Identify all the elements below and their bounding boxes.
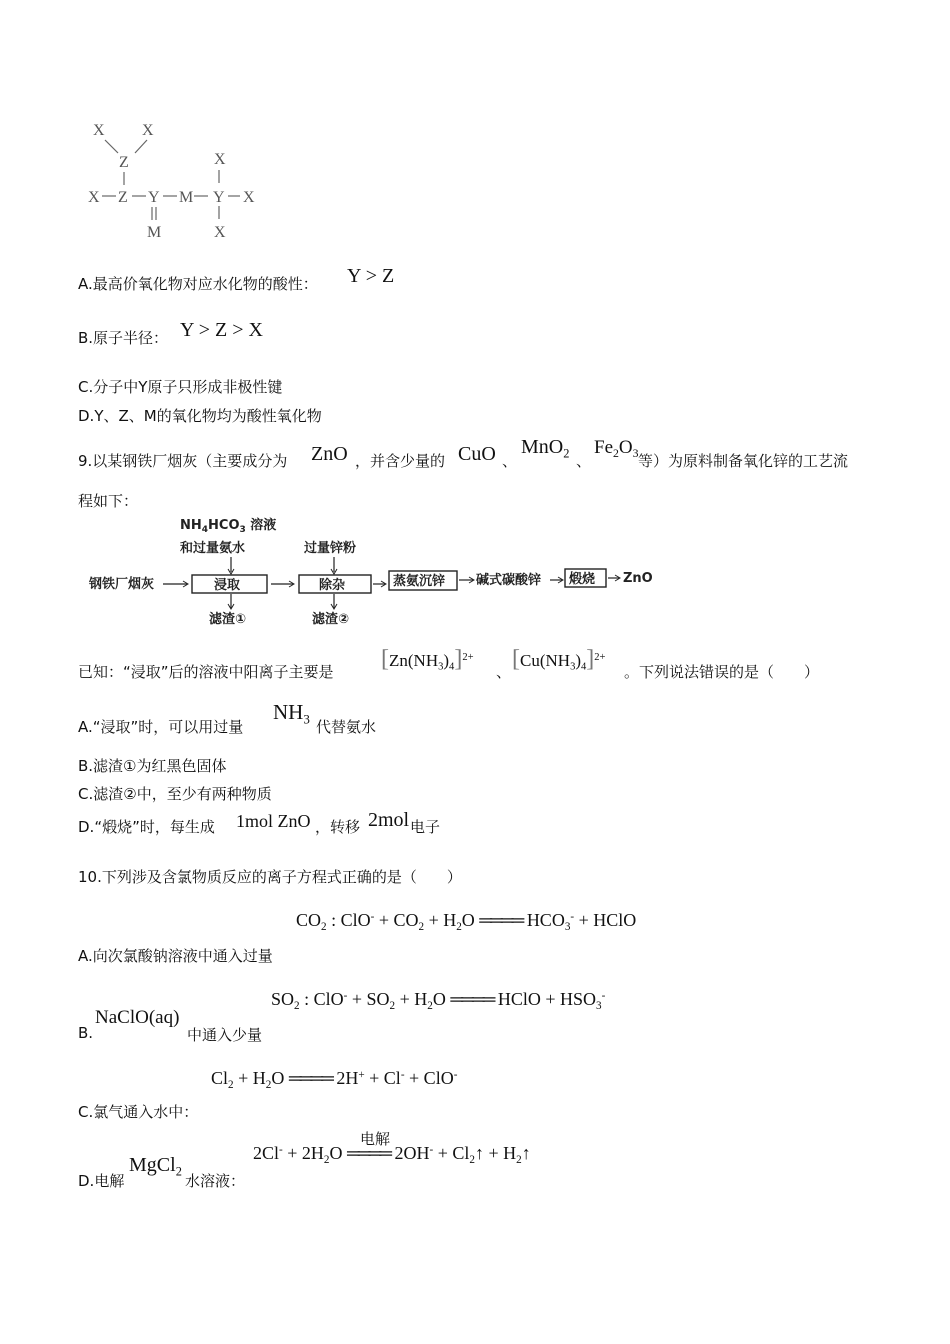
formula-mgcl2: MgCl$_2$: [129, 1154, 182, 1179]
q9-option-a-tail: 代替氨水: [316, 718, 377, 736]
q9-stem-part2: ，并含少量的: [355, 452, 446, 470]
atom-x: X: [142, 122, 154, 139]
q8-option-b-math: Y > Z > X: [180, 319, 263, 341]
q10-stem: 10.下列涉及含氯物质反应的离子方程式正确的是（ ）: [78, 868, 462, 886]
atom-y: Y: [213, 189, 225, 206]
atom-x: X: [93, 122, 105, 139]
product-zno: ZnO: [623, 571, 653, 586]
residue-1: 滤渣①: [209, 612, 247, 627]
atom-m: M: [147, 224, 162, 241]
q10-equation-b: $SO_2$ : $ClO^- + SO_2 + H_2O$ ════ HClO + $HSO_3^-$: [271, 989, 606, 1012]
box-ammonia-precipitate: 蒸氨沉锌: [393, 574, 446, 589]
formula-zno: ZnO: [311, 443, 348, 465]
q8-option-c: C.分子中Y原子只形成非极性键: [78, 378, 283, 396]
separator: 、: [576, 452, 592, 470]
q9-known-part2: 。下列说法错误的是（ ）: [624, 663, 820, 681]
process-flow-diagram: [85, 512, 665, 632]
residue-2: 滤渣②: [312, 612, 350, 627]
q10-option-b-tail: 中通入少量: [187, 1026, 263, 1044]
q10-option-d-label: D.电解: [78, 1172, 125, 1190]
box-purify: 除杂: [319, 578, 346, 593]
q10-equation-a: $CO_2$ : $ClO^- + CO_2 + H_2O$ ════ $HCO_3^-$ + HClO: [296, 910, 637, 933]
ion-zinc-ammine: $[Zn(NH_3)_4]^{2+}$: [381, 646, 474, 673]
ion-copper-ammine: $[Cu(NH_3)_4]^{2+}$: [512, 646, 606, 673]
q8-option-a-math: Y > Z: [347, 265, 395, 287]
q10-option-c: C.氯气通入水中：: [78, 1103, 199, 1121]
formula-nh3: $NH_3$: [273, 700, 310, 727]
q8-option-d: D.Y、Z、M的氧化物均为酸性氧化物: [78, 407, 322, 425]
atom-x: X: [214, 224, 226, 241]
q9-stem-part1: 9.以某钢铁厂烟灰（主要成分为: [78, 452, 288, 470]
reagent1-line1: NH: [180, 518, 202, 533]
molecule-structure: [80, 115, 280, 245]
reagent2: 过量锌粉: [304, 541, 357, 556]
formula-mno2: MnO$_2$: [521, 436, 570, 461]
q10-equation-d: $2Cl^- + 2H_2O$ ════ $2OH^- + Cl_2↑$ + $H_2↑$: [253, 1143, 531, 1166]
atom-x: X: [214, 151, 226, 168]
q10-option-d-tail: 水溶液：: [185, 1172, 246, 1190]
q9-known-part1: 已知：“浸取”后的溶液中阳离子主要是: [78, 663, 334, 681]
svg-text:NH4HCO3 溶液: $NH_4HCO_3$ 溶液: [180, 518, 277, 535]
q9-option-d-math2: 2mol: [368, 809, 410, 831]
q9-option-d-mid: ，转移: [315, 818, 361, 836]
q10-equation-c: $Cl_2 + H_2O$ ════ 2H+ + Cl- + ClO-: [211, 1068, 458, 1091]
flow-source: 钢铁厂烟灰: [89, 577, 155, 592]
q9-option-d-tail: 电子: [410, 818, 441, 836]
reagent1-line2: 和过量氨水: [180, 541, 246, 556]
formula-cuo: CuO: [458, 443, 496, 465]
formula-naclo: NaClO(aq): [95, 1007, 180, 1028]
q9-option-d-math1: 1mol ZnO: [236, 811, 311, 831]
q9-option-d: D.“煅烧”时，每生成: [78, 818, 215, 836]
q10-option-b-label: B.: [78, 1024, 94, 1042]
q10-option-a: A.向次氯酸钠溶液中通入过量: [78, 947, 273, 965]
atom-y: Y: [148, 189, 160, 206]
atom-x: X: [88, 189, 100, 206]
separator: 、: [496, 663, 512, 681]
atom-z: Z: [118, 189, 128, 206]
q9-option-a: A.“浸取”时，可以用过量: [78, 718, 244, 736]
electrolysis-label: 电解: [360, 1130, 391, 1148]
q9-option-c: C.滤渣②中，至少有两种物质: [78, 785, 272, 803]
separator: 、: [502, 452, 518, 470]
q9-option-b: B.滤渣①为红黑色固体: [78, 757, 227, 775]
box-calcine: 煅烧: [569, 572, 596, 587]
formula-fe2o3: $Fe_2O_3$: [594, 437, 639, 461]
q8-option-a: A.最高价氧化物对应水化物的酸性：: [78, 275, 318, 293]
q8-option-b: B.原子半径：: [78, 329, 169, 347]
box-leach: 浸取: [214, 578, 241, 593]
atom-m: M: [179, 189, 194, 206]
q9-stem-part4: 程如下：: [78, 492, 139, 510]
atom-x: X: [243, 189, 255, 206]
atom-z: Z: [119, 154, 129, 171]
intermediate-basic-zinc-carbonate: 碱式碳酸锌: [476, 573, 542, 588]
q9-stem-part3: 等）为原料制备氧化锌的工艺流: [638, 452, 849, 470]
